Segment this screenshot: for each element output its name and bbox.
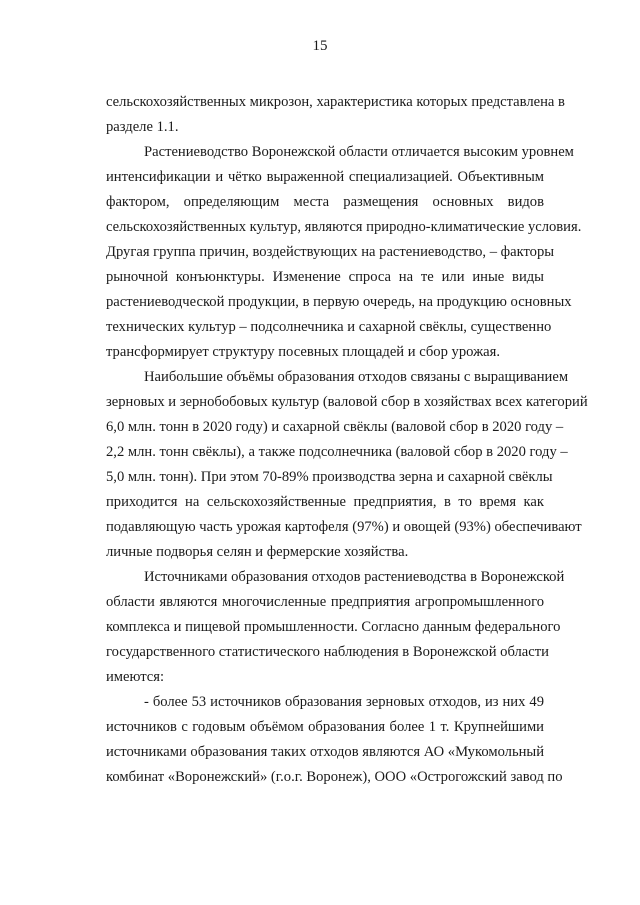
- text-line: Растениеводство Воронежской области отличается высоким уровнем: [144, 144, 574, 160]
- text-line: 6,0 млн. тонн в 2020 году) и сахарной свёклы (валовой сбор в 2020 году –: [106, 419, 564, 435]
- text-line: зерновых и зернобобовых культур (валовой сбор в хозяйствах всех категорий: [106, 394, 588, 410]
- text-line: личные подворья селян и фермерские хозяйства.: [106, 544, 409, 560]
- text-line: 2,2 млн. тонн свёклы), а также подсолнечника (валовой сбор в 2020 году –: [106, 444, 568, 460]
- text-line: разделе 1.1.: [106, 119, 179, 135]
- text-line: Другая группа причин, воздействующих на растениеводство, – факторы: [106, 244, 555, 260]
- text-line: фактором, определяющим места размещения основных видов: [106, 194, 544, 210]
- text-line: источников с годовым объёмом образования более 1 т. Крупнейшими: [106, 719, 544, 735]
- text-line: рыночной конъюнктуры. Изменение спроса на те или иные виды: [106, 269, 544, 285]
- text-line: растениеводческой продукции, в первую очередь, на продукцию основных: [106, 294, 572, 310]
- text-line: источниками образования таких отходов являются АО «Мукомольный: [106, 744, 545, 760]
- text-line: государственного статистического наблюдения в Воронежской области: [106, 644, 549, 660]
- page-number: 15: [312, 38, 328, 54]
- text-line: Наибольшие объёмы образования отходов связаны с выращиванием: [144, 369, 569, 385]
- text-line: технических культур – подсолнечника и сахарной свёклы, существенно: [106, 319, 552, 335]
- text-line: приходится на сельскохозяйственные предприятия, в то время как: [106, 494, 544, 510]
- text-line: сельскохозяйственных культур, являются природно-климатические условия.: [106, 219, 582, 235]
- text-line: 5,0 млн. тонн). При этом 70-89% производства зерна и сахарной свёклы: [106, 469, 553, 485]
- text-line: Источниками образования отходов растениеводства в Воронежской: [144, 569, 565, 585]
- text-line: сельскохозяйственных микрозон, характеристика которых представлена в: [106, 94, 565, 110]
- text-line: - более 53 источников образования зерновых отходов, из них 49: [144, 694, 544, 710]
- text-line: области являются многочисленные предприятия агропромышленного: [106, 594, 544, 610]
- text-line: комбинат «Воронежский» (г.о.г. Воронеж), ООО «Острогожский завод по: [106, 769, 563, 785]
- text-line: интенсификации и чётко выраженной специализацией. Объективным: [106, 169, 544, 185]
- text-line: имеются:: [106, 669, 165, 685]
- text-line: комплекса и пищевой промышленности. Согласно данным федерального: [106, 619, 561, 635]
- text-line: подавляющую часть урожая картофеля (97%) и овощей (93%) обеспечивают: [106, 519, 582, 535]
- text-line: трансформирует структуру посевных площадей и сбор урожая.: [106, 344, 500, 360]
